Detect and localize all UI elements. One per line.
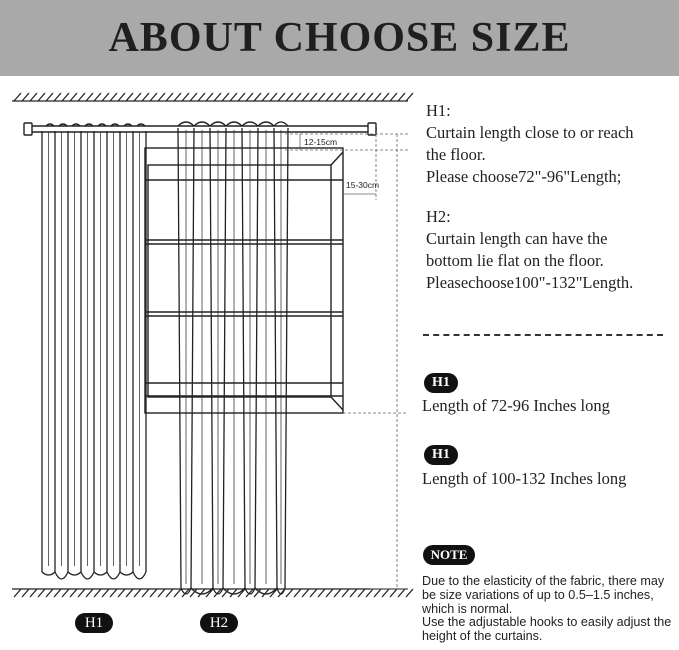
gap-label-side: 15-30cm	[346, 180, 380, 190]
dimension-lines	[285, 134, 408, 589]
note-line-1: Due to the elasticity of the fabric, there may be size variations of up to 0.5–1.5 inches, which is normal.	[422, 574, 665, 616]
legend-badge-1: H1	[424, 373, 458, 393]
divider	[423, 334, 663, 336]
gap-label-top: 12-15cm	[304, 137, 338, 147]
curtain-h1	[42, 124, 146, 579]
page-title: ABOUT CHOOSE SIZE	[108, 15, 571, 61]
ceiling-line	[12, 93, 413, 101]
note-badge: NOTE	[423, 545, 475, 565]
label-h2: H2	[200, 613, 238, 633]
legend-badge-2: H1	[424, 445, 458, 465]
h2-line-2: bottom lie flat on the floor.	[426, 251, 604, 270]
header-banner	[0, 0, 679, 76]
h1-title: H1:	[426, 101, 451, 120]
legend-text-1: Length of 72-96 Inches long	[422, 396, 610, 415]
curtain-diagram	[0, 76, 679, 650]
floor-line	[12, 589, 413, 597]
curtain-h2	[178, 122, 288, 594]
legend-text-2: Length of 100-132 Inches long	[422, 469, 627, 488]
note-line-2: Use the adjustable hooks to easily adjust the height of the curtains.	[422, 615, 672, 644]
h2-line-1: Curtain length can have the	[426, 229, 608, 248]
h1-line-3: Please choose72"-96"Length;	[426, 167, 622, 186]
label-h1: H1	[75, 613, 113, 633]
h1-line-1: Curtain length close to or reach	[426, 123, 634, 142]
h2-title: H2:	[426, 207, 451, 226]
h1-line-2: the floor.	[426, 145, 486, 164]
h2-line-3: Pleasechoose100"-132"Length.	[426, 273, 634, 292]
note-text	[422, 575, 672, 644]
